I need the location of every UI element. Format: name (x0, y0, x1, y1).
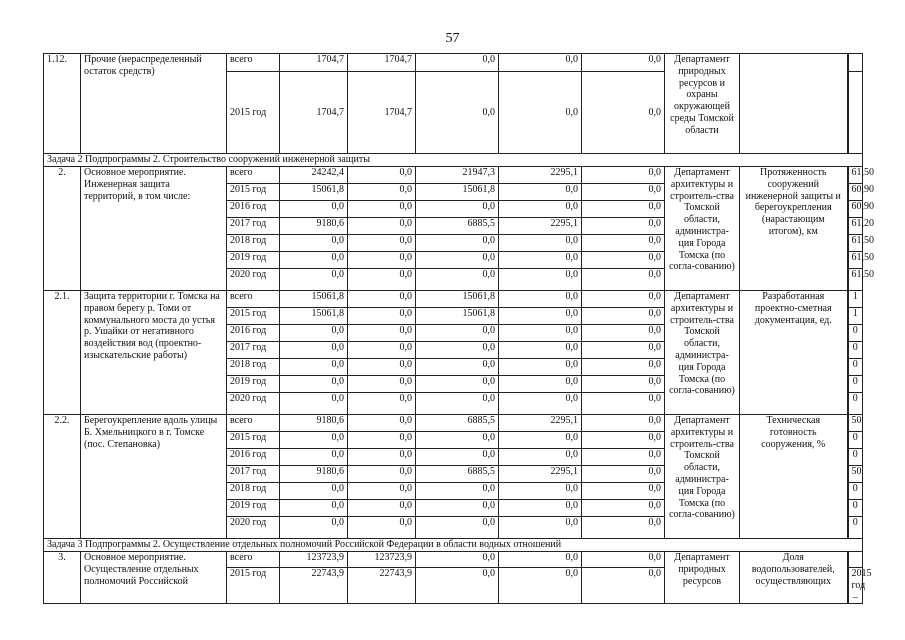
value-cell: 0,0 (280, 393, 348, 415)
value-cell: 0,0 (582, 72, 665, 154)
value-cell: 0,0 (582, 517, 665, 539)
value-cell: 0,0 (582, 393, 665, 415)
item-name: Защита территории г. Томска на правом берегу р. Томи от коммунального моста до устья р. Ушайки от негативного воздействия вод (проектно-изыскательские работы) (81, 291, 227, 415)
item-name: Основное мероприятие. Осуществление отдельных полномочий Российской (81, 552, 227, 604)
task-heading: Задача 3 Подпрограммы 2. Осуществление отдельных полномочий Российской Федерации в области водных отношений (44, 539, 863, 552)
year-cell: 2020 год (227, 269, 280, 291)
value-cell: 0,0 (582, 201, 665, 218)
value-cell: 0,0 (348, 517, 416, 539)
indicator-value-cell: 61,50 (848, 252, 863, 269)
value-cell: 0,0 (499, 201, 582, 218)
value-cell: 0,0 (499, 325, 582, 342)
year-cell: 2016 год (227, 449, 280, 466)
page-number: 57 (445, 31, 460, 46)
year-cell: 2015 год (227, 72, 280, 154)
value-cell: 0,0 (416, 517, 499, 539)
value-cell: 0,0 (348, 201, 416, 218)
item-name: Основное мероприятие. Инженерная защита территорий, в том числе: (81, 167, 227, 291)
value-cell: 0,0 (582, 167, 665, 184)
value-cell: 15061,8 (416, 308, 499, 325)
value-cell: 123723,9 (348, 552, 416, 568)
indicator-cell: Доля водопользователей, осуществляющих (740, 552, 848, 604)
year-cell: 2018 год (227, 483, 280, 500)
year-cell: 2020 год (227, 393, 280, 415)
value-cell: 15061,8 (280, 308, 348, 325)
value-cell: 0,0 (416, 252, 499, 269)
year-cell: всего (227, 54, 280, 72)
indicator-value-cell: 0 (848, 359, 863, 376)
indicator-value-cell: 0 (848, 449, 863, 466)
value-cell: 0,0 (280, 500, 348, 517)
year-cell: 2017 год (227, 466, 280, 483)
indicator-value-cell: 0 (848, 500, 863, 517)
value-cell: 0,0 (280, 235, 348, 252)
value-cell: 2295,1 (499, 167, 582, 184)
value-cell: 0,0 (416, 269, 499, 291)
value-cell: 0,0 (499, 308, 582, 325)
value-cell: 0,0 (348, 269, 416, 291)
executor-cell: Департамент природных ресурсов и охраны окружающей среды Томской области (665, 54, 740, 154)
value-cell: 0,0 (416, 325, 499, 342)
value-cell: 123723,9 (280, 552, 348, 568)
executor-cell: Департамент архитектуры и строитель-ства Томской области, администра-ция Города Томска (по согла-сованию) (665, 291, 740, 415)
value-cell: 0,0 (582, 466, 665, 483)
value-cell: 15061,8 (416, 291, 499, 308)
value-cell: 0,0 (348, 308, 416, 325)
indicator-cell: Техническая готовность сооружения, % (740, 415, 848, 539)
value-cell: 1704,7 (348, 72, 416, 154)
year-cell: 2016 год (227, 201, 280, 218)
indicator-value-cell: 0 (848, 517, 863, 539)
indicator-value-cell: 0 (848, 393, 863, 415)
value-cell: 6885,5 (416, 466, 499, 483)
year-cell: 2020 год (227, 517, 280, 539)
task-heading-row (44, 154, 863, 167)
value-cell: 0,0 (582, 415, 665, 432)
value-cell: 0,0 (582, 342, 665, 359)
value-cell: 0,0 (499, 342, 582, 359)
value-cell: 0,0 (348, 449, 416, 466)
value-cell: 15061,8 (280, 291, 348, 308)
value-cell: 0,0 (280, 376, 348, 393)
value-cell: 0,0 (499, 432, 582, 449)
value-cell: 2295,1 (499, 466, 582, 483)
value-cell: 0,0 (499, 269, 582, 291)
value-cell: 0,0 (582, 308, 665, 325)
value-cell: 0,0 (499, 483, 582, 500)
value-cell: 22743,9 (280, 568, 348, 604)
value-cell: 0,0 (348, 291, 416, 308)
value-cell: 21947,3 (416, 167, 499, 184)
indicator-value-cell: 0 (848, 432, 863, 449)
indicator-value-cell: 50 (848, 415, 863, 432)
value-cell: 0,0 (499, 376, 582, 393)
year-cell: 2015 год (227, 568, 280, 604)
value-cell: 0,0 (416, 201, 499, 218)
value-cell: 0,0 (499, 72, 582, 154)
value-cell: 0,0 (416, 568, 499, 604)
value-cell: 0,0 (582, 376, 665, 393)
value-cell: 0,0 (582, 432, 665, 449)
value-cell: 0,0 (348, 415, 416, 432)
indicator-value-cell: 2015 год – (848, 568, 863, 604)
indicator-value-cell: 61,20 (848, 218, 863, 235)
indicator-value-cell: 0 (848, 376, 863, 393)
year-cell: всего (227, 291, 280, 308)
value-cell: 0,0 (416, 552, 499, 568)
value-cell: 0,0 (348, 359, 416, 376)
item-number: 1.12. (44, 54, 81, 154)
indicator-value-cell (848, 552, 863, 568)
item-name: Прочие (нераспределенный остаток средств) (81, 54, 227, 154)
indicator-value-cell: 61,50 (848, 269, 863, 291)
value-cell: 0,0 (348, 466, 416, 483)
table-row (44, 552, 863, 568)
table-row (44, 54, 863, 72)
indicator-cell (740, 54, 848, 154)
year-cell: 2016 год (227, 325, 280, 342)
value-cell: 0,0 (416, 376, 499, 393)
year-cell: 2015 год (227, 308, 280, 325)
value-cell: 0,0 (348, 483, 416, 500)
year-cell: 2017 год (227, 342, 280, 359)
value-cell: 0,0 (348, 342, 416, 359)
indicator-value-cell (848, 54, 863, 72)
value-cell: 0,0 (582, 359, 665, 376)
value-cell: 0,0 (348, 235, 416, 252)
value-cell: 1704,7 (280, 72, 348, 154)
value-cell: 0,0 (416, 235, 499, 252)
value-cell: 0,0 (280, 325, 348, 342)
value-cell: 0,0 (582, 184, 665, 201)
year-cell: 2019 год (227, 252, 280, 269)
value-cell: 0,0 (499, 252, 582, 269)
indicator-value-cell: 50 (848, 466, 863, 483)
value-cell: 0,0 (348, 218, 416, 235)
value-cell: 0,0 (582, 218, 665, 235)
value-cell: 0,0 (416, 359, 499, 376)
value-cell: 0,0 (416, 342, 499, 359)
indicator-cell: Разработанная проектно-сметная документация, ед. (740, 291, 848, 415)
indicator-value-cell: 0 (848, 342, 863, 359)
value-cell: 9180,6 (280, 218, 348, 235)
value-cell: 0,0 (416, 393, 499, 415)
indicator-value-cell: 1 (848, 308, 863, 325)
indicator-value-cell: 0 (848, 483, 863, 500)
value-cell: 0,0 (416, 72, 499, 154)
value-cell: 0,0 (280, 252, 348, 269)
value-cell: 0,0 (582, 325, 665, 342)
value-cell: 1704,7 (280, 54, 348, 72)
value-cell: 0,0 (582, 54, 665, 72)
year-cell: 2015 год (227, 184, 280, 201)
table-row (44, 167, 863, 184)
value-cell: 0,0 (499, 54, 582, 72)
value-cell: 0,0 (280, 342, 348, 359)
value-cell: 0,0 (416, 449, 499, 466)
value-cell: 2295,1 (499, 218, 582, 235)
value-cell: 0,0 (499, 517, 582, 539)
indicator-value-cell: 61,50 (848, 235, 863, 252)
value-cell: 0,0 (348, 432, 416, 449)
value-cell: 0,0 (582, 269, 665, 291)
value-cell: 0,0 (582, 500, 665, 517)
table-row (44, 415, 863, 432)
value-cell: 0,0 (280, 269, 348, 291)
value-cell: 9180,6 (280, 415, 348, 432)
year-cell: 2018 год (227, 235, 280, 252)
value-cell: 0,0 (280, 449, 348, 466)
value-cell: 15061,8 (416, 184, 499, 201)
value-cell: 0,0 (499, 568, 582, 604)
value-cell: 0,0 (348, 393, 416, 415)
indicator-value-cell (848, 72, 863, 154)
value-cell: 0,0 (348, 325, 416, 342)
year-cell: всего (227, 167, 280, 184)
value-cell: 2295,1 (499, 415, 582, 432)
item-number: 3. (44, 552, 81, 604)
value-cell: 0,0 (416, 432, 499, 449)
value-cell: 0,0 (499, 184, 582, 201)
executor-cell: Департамент архитектуры и строитель-ства Томской области, администра-ция Города Томска (по согла-сованию) (665, 415, 740, 539)
value-cell: 9180,6 (280, 466, 348, 483)
year-cell: всего (227, 552, 280, 568)
year-cell: 2019 год (227, 500, 280, 517)
value-cell: 0,0 (582, 449, 665, 466)
value-cell: 0,0 (280, 201, 348, 218)
value-cell: 0,0 (416, 483, 499, 500)
value-cell: 0,0 (280, 517, 348, 539)
value-cell: 6885,5 (416, 218, 499, 235)
indicator-value-cell: 0 (848, 325, 863, 342)
value-cell: 0,0 (348, 376, 416, 393)
value-cell: 6885,5 (416, 415, 499, 432)
executor-cell: Департамент природных ресурсов (665, 552, 740, 604)
item-name: Берегоукрепление вдоль улицы Б. Хмельницкого в г. Томске (пос. Степановка) (81, 415, 227, 539)
executor-cell: Департамент архитектуры и строитель-ства Томской области, администра-ция Города Томска (по согла-сованию) (665, 167, 740, 291)
value-cell: 22743,9 (348, 568, 416, 604)
indicator-value-cell: 60,90 (848, 184, 863, 201)
value-cell: 0,0 (280, 483, 348, 500)
value-cell: 0,0 (499, 359, 582, 376)
value-cell: 0,0 (348, 184, 416, 201)
budget-table (43, 53, 874, 604)
value-cell: 0,0 (499, 449, 582, 466)
value-cell: 0,0 (582, 291, 665, 308)
item-number: 2.1. (44, 291, 81, 415)
value-cell: 0,0 (348, 167, 416, 184)
value-cell: 0,0 (499, 552, 582, 568)
value-cell: 0,0 (499, 500, 582, 517)
value-cell: 24242,4 (280, 167, 348, 184)
value-cell: 0,0 (280, 359, 348, 376)
item-number: 2.2. (44, 415, 81, 539)
task-heading: Задача 2 Подпрограммы 2. Строительство сооружений инженерной защиты (44, 154, 863, 167)
value-cell: 15061,8 (280, 184, 348, 201)
task-heading-row (44, 539, 863, 552)
value-cell: 0,0 (582, 252, 665, 269)
indicator-value-cell: 60,90 (848, 201, 863, 218)
value-cell: 0,0 (348, 500, 416, 517)
indicator-value-cell: 61,50 (848, 167, 863, 184)
year-cell: 2019 год (227, 376, 280, 393)
value-cell: 0,0 (280, 432, 348, 449)
indicator-value-cell: 1 (848, 291, 863, 308)
value-cell: 0,0 (499, 393, 582, 415)
year-cell: 2017 год (227, 218, 280, 235)
value-cell: 0,0 (499, 291, 582, 308)
year-cell: всего (227, 415, 280, 432)
year-cell: 2018 год (227, 359, 280, 376)
value-cell: 0,0 (416, 500, 499, 517)
value-cell: 0,0 (582, 235, 665, 252)
indicator-cell: Протяженность сооружений инженерной защиты и берегоукрепления (нарастающим итогом), км (740, 167, 848, 291)
value-cell: 1704,7 (348, 54, 416, 72)
value-cell: 0,0 (582, 552, 665, 568)
year-cell: 2015 год (227, 432, 280, 449)
value-cell: 0,0 (416, 54, 499, 72)
value-cell: 0,0 (582, 483, 665, 500)
table-row (44, 291, 863, 308)
value-cell: 0,0 (348, 252, 416, 269)
value-cell: 0,0 (499, 235, 582, 252)
item-number: 2. (44, 167, 81, 291)
value-cell: 0,0 (582, 568, 665, 604)
